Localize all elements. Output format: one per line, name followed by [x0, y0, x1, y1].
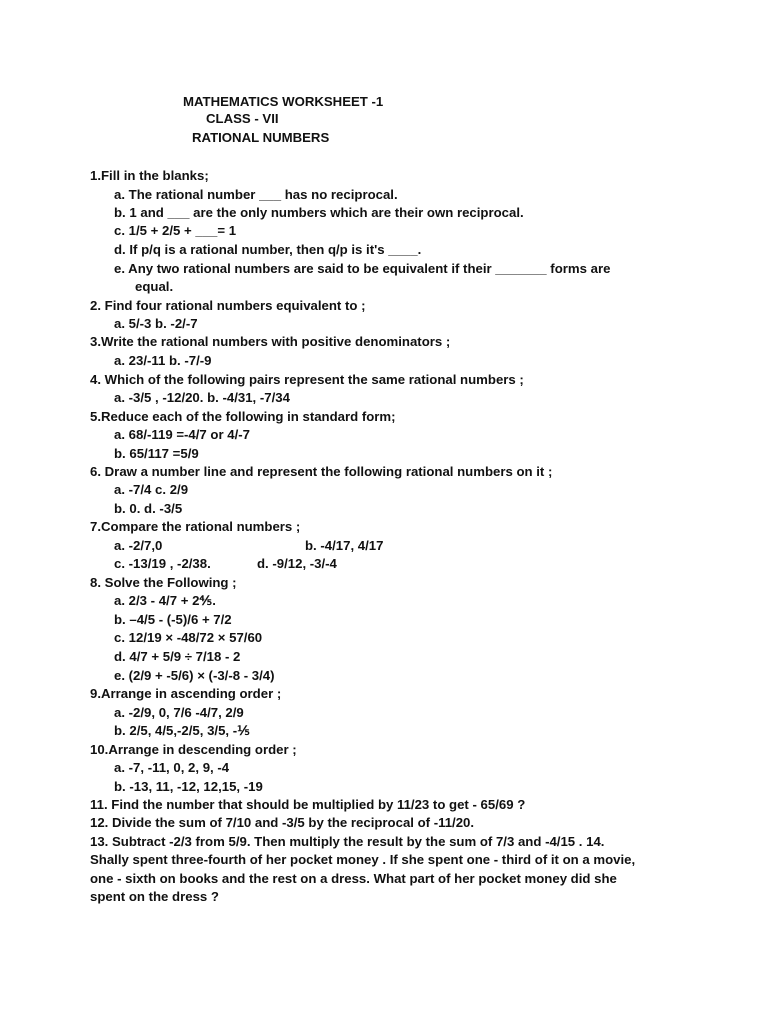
question-12: 12. Divide the sum of 7/10 and -3/5 by the reciprocal of -11/20.: [90, 815, 475, 830]
question-7c: c. -13/19 , -2/38.: [114, 556, 211, 571]
question-1b: b. 1 and ___ are the only numbers which are their own reciprocal.: [114, 205, 524, 220]
question-8e: e. (2/9 + -5/6) × (-3/-8 - 3/4): [114, 668, 275, 683]
question-9: 9.Arrange in ascending order ;: [90, 686, 282, 701]
question-4: 4. Which of the following pairs represent the same rational numbers ;: [90, 372, 524, 387]
question-1d: d. If p/q is a rational number, then q/p is it's ____.: [114, 242, 422, 257]
question-9b: b. 2/5, 4/5,-2/5, 3/5, -⅕: [114, 723, 250, 738]
question-4a: a. -3/5 , -12/20. b. -4/31, -7/34: [114, 390, 290, 405]
question-8b: b. –4/5 - (-5)/6 + 7/2: [114, 612, 232, 627]
question-1c: c. 1/5 + 2/5 + ___= 1: [114, 223, 237, 238]
question-8: 8. Solve the Following ;: [90, 575, 237, 590]
question-6: 6. Draw a number line and represent the following rational numbers on it ;: [90, 464, 553, 479]
question-10b: b. -13, 11, -12, 12,15, -19: [114, 779, 263, 794]
question-7d: d. -9/12, -3/-4: [257, 556, 337, 571]
question-8c: c. 12/19 × -48/72 × 57/60: [114, 630, 263, 645]
worksheet-title: MATHEMATICS WORKSHEET -1: [183, 94, 384, 109]
question-13: 13. Subtract -2/3 from 5/9. Then multiply the result by the sum of 7/3 and -4/15 . 14.: [90, 834, 605, 849]
question-14-line-3: spent on the dress ?: [90, 889, 219, 904]
question-1e-continued: equal.: [135, 279, 174, 294]
question-8d: d. 4/7 + 5/9 ÷ 7/18 - 2: [114, 649, 241, 664]
question-3: 3.Write the rational numbers with positive denominators ;: [90, 334, 451, 349]
question-6b: b. 0. d. -3/5: [114, 501, 183, 516]
question-10a: a. -7, -11, 0, 2, 9, -4: [114, 760, 230, 775]
question-6a: a. -7/4 c. 2/9: [114, 482, 189, 497]
question-5a: a. 68/-119 =-4/7 or 4/-7: [114, 427, 250, 442]
question-7a: a. -2/7,0: [114, 538, 163, 553]
question-1: 1.Fill in the blanks;: [90, 168, 209, 183]
question-7: 7.Compare the rational numbers ;: [90, 519, 301, 534]
topic-label: RATIONAL NUMBERS: [192, 130, 330, 145]
question-5b: b. 65/117 =5/9: [114, 446, 199, 461]
question-1e: e. Any two rational numbers are said to be equivalent if their _______ forms are: [114, 261, 611, 276]
question-3a: a. 23/-11 b. -7/-9: [114, 353, 212, 368]
question-14-line-2: one - sixth on books and the rest on a dress. What part of her pocket money did she: [90, 871, 617, 886]
class-label: CLASS - VII: [206, 111, 279, 126]
question-1a: a. The rational number ___ has no reciprocal.: [114, 187, 398, 202]
question-5: 5.Reduce each of the following in standard form;: [90, 409, 396, 424]
question-2: 2. Find four rational numbers equivalent to ;: [90, 298, 366, 313]
question-10: 10.Arrange in descending order ;: [90, 742, 297, 757]
question-14-line-1: Shally spent three-fourth of her pocket money . If she spent one - third of it on a movie,: [90, 852, 636, 867]
question-7b: b. -4/17, 4/17: [305, 538, 384, 553]
question-2a: a. 5/-3 b. -2/-7: [114, 316, 198, 331]
question-8a: a. 2/3 - 4/7 + 2⅘.: [114, 593, 216, 608]
question-9a: a. -2/9, 0, 7/6 -4/7, 2/9: [114, 705, 244, 720]
question-11: 11. Find the number that should be multiplied by 11/23 to get - 65/69 ?: [90, 797, 526, 812]
